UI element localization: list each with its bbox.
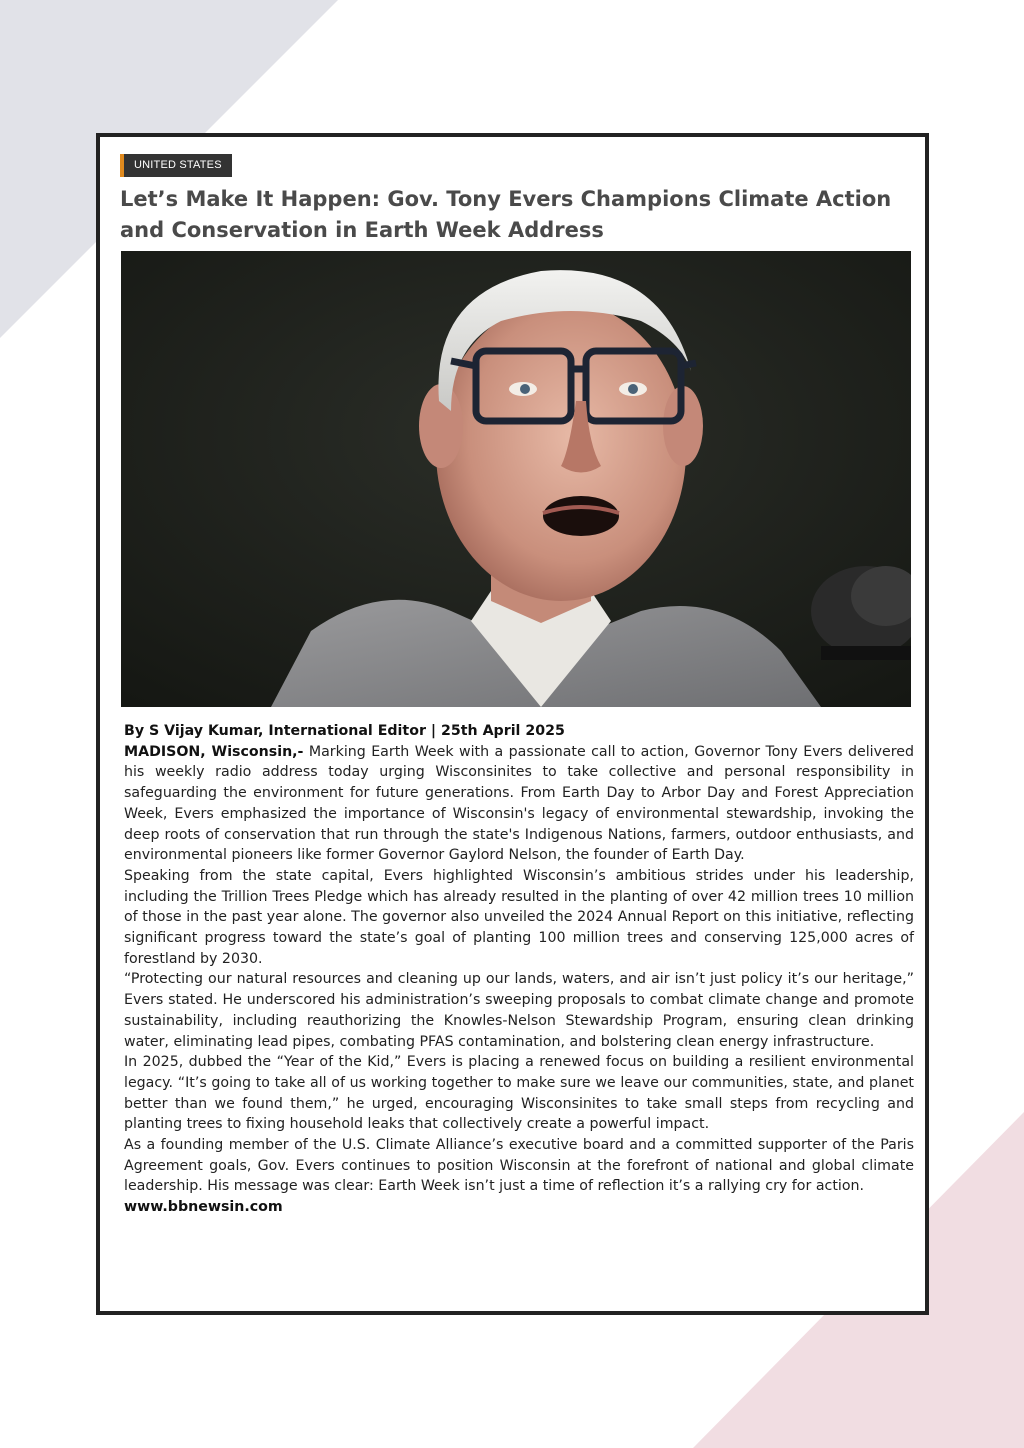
paragraph: In 2025, dubbed the “Year of the Kid,” Evers is placing a renewed focus on building a resilient environmental legacy. “It’s going to take all of us working together to make sure we leave our communities, state, and planet better than we found them,” he urged, encouraging Wisconsinites to take small steps from recycling and planting trees to fixing household leaks that collectively create a powerful impact. [124, 1054, 914, 1133]
portrait-image [121, 251, 911, 707]
article-headline: Let’s Make It Happen: Gov. Tony Evers Champions Climate Action and Conservation in Earth Week Address [120, 187, 892, 242]
lead-text: Marking Earth Week with a passionate call to action, Governor Tony Evers delivered his weekly radio address today urging Wisconsinites to take collective and personal responsibility in safeguarding the environment for future generations. From Earth Day to Arbor Day and Forest Appreciation Week, Evers emphasized the importance of Wisconsin's legacy of environmental stewardship, invoking the deep roots of conservation that run through the state's Indigenous Nations, farmers, outdoor enthusiasts, and environmental pioneers like former Governor Gaylord Nelson, the founder of Earth Day. [124, 743, 914, 864]
article-body [124, 721, 914, 1218]
byline: By S Vijay Kumar, International Editor | 25th April 2025 [124, 723, 565, 739]
category-badge[interactable]: UNITED STATES [120, 154, 232, 177]
lead-paragraph [124, 742, 914, 866]
article-photo [121, 251, 911, 707]
dateline: MADISON, Wisconsin,- [124, 743, 304, 760]
website-link[interactable]: www.bbnewsin.com [124, 1199, 283, 1216]
paragraph: Speaking from the state capital, Evers highlighted Wisconsin’s ambitious strides under his leadership, including the Trillion Trees Pledge which has already resulted in the planting of over 42 million trees 10 million of those in the past year alone. The governor also unveiled the 2024 Annual Report on this initiative, reflecting significant progress toward the state’s goal of planting 100 million trees and conserving 125,000 acres of forestland by 2030. [124, 867, 914, 967]
paragraph: “Protecting our natural resources and cleaning up our lands, waters, and air isn’t just policy it’s our heritage,” Evers stated. He underscored his administration’s sweeping proposals to combat climate change and promote sustainability, including reauthorizing the Knowles-Nelson Stewardship Program, ensuring clean drinking water, eliminating lead pipes, combating PFAS contamination, and bolstering clean energy infrastructure. [124, 971, 914, 1050]
article-card [96, 133, 929, 1315]
paragraph: As a founding member of the U.S. Climate Alliance’s executive board and a committed supporter of the Paris Agreement goals, Gov. Evers continues to position Wisconsin at the forefront of national and global climate leadership. His message was clear: Earth Week isn’t just a time of reflection it’s a rallying cry for action. [124, 1137, 914, 1195]
